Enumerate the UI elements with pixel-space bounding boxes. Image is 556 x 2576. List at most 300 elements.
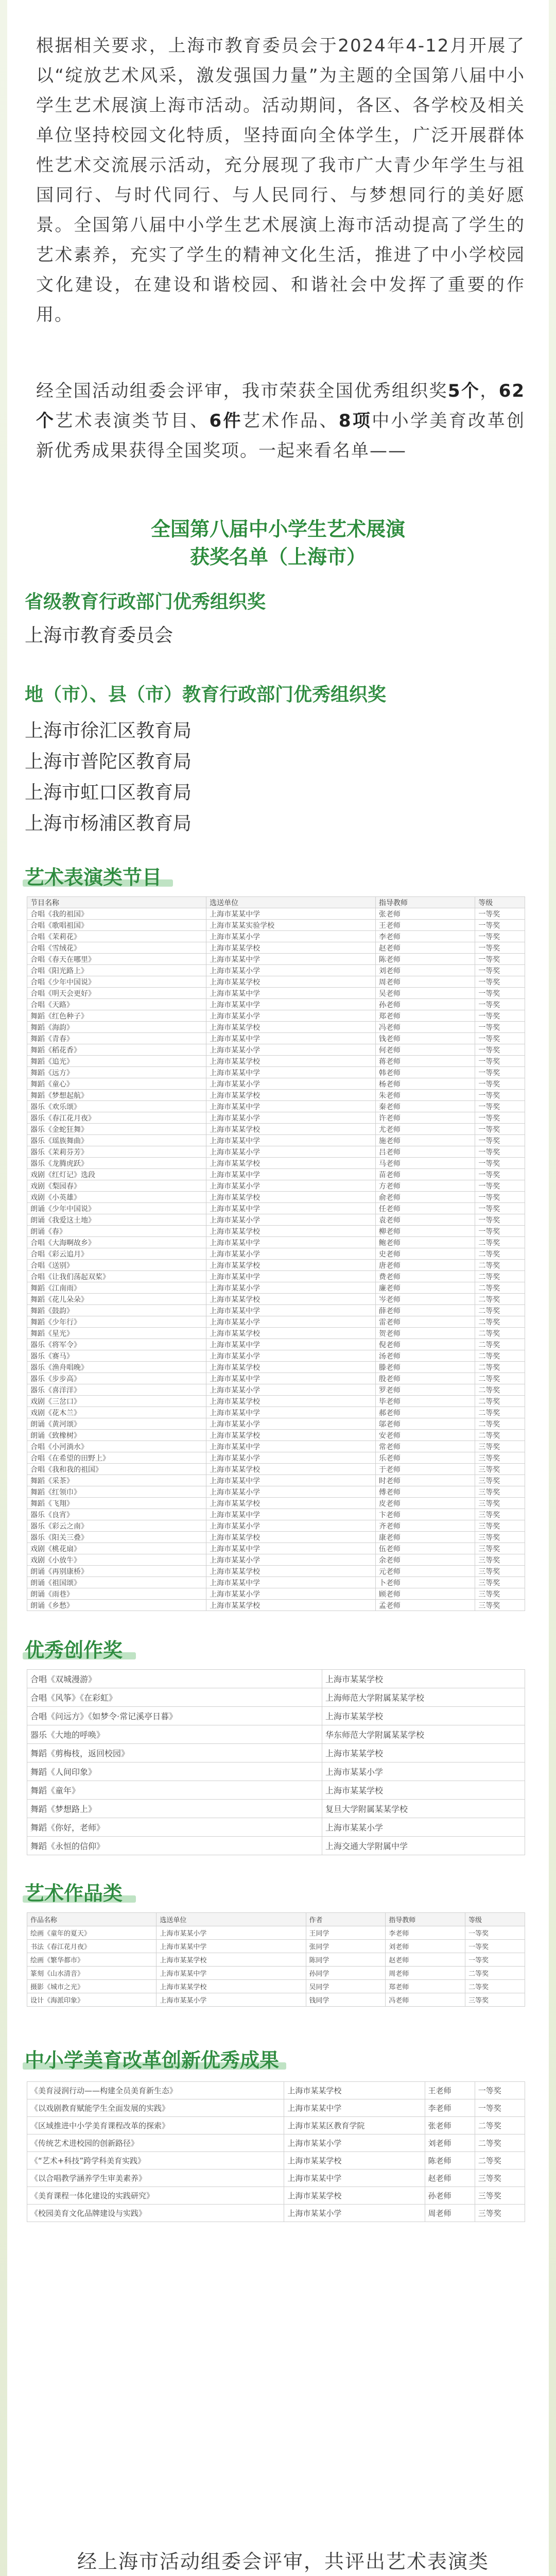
table-row (27, 1543, 525, 1554)
table-cell: 上海市某某学校 (206, 1430, 376, 1441)
table-cell: 三等奖 (475, 1577, 525, 1588)
table-cell: 上海市某某学校 (206, 976, 376, 988)
table-cell: 上海市某某小学 (206, 1078, 376, 1090)
table-cell: 舞蹈《追光》 (27, 1056, 206, 1067)
table-cell: 孙老师 (425, 2187, 475, 2205)
table-cell: 一等奖 (475, 1192, 525, 1203)
table-cell: 《校园美育文化品牌建设与实践》 (27, 2205, 284, 2222)
org-award-heading: 省级教育行政部门优秀组织奖 (25, 591, 266, 613)
table-cell: 器乐《彩云之南》 (27, 1520, 206, 1532)
table-row (27, 1967, 525, 1980)
table-cell: 三等奖 (475, 1464, 525, 1475)
table-cell: 上海市某某学校 (322, 1670, 525, 1688)
table-cell: 上海市某某学校 (206, 1396, 376, 1407)
table-cell: 上海交通大学附属中学 (322, 1837, 525, 1855)
table-cell: 上海市某某中学 (206, 1441, 376, 1452)
table-cell: 朗诵《乡愁》 (27, 1600, 206, 1611)
table-cell: 上海市某某小学 (206, 1112, 376, 1124)
table-row (27, 1532, 525, 1543)
table-cell: 合唱《大海啊故乡》 (27, 1237, 206, 1248)
table-cell: 三等奖 (475, 2187, 525, 2205)
table-cell: 上海市某某中学 (206, 988, 376, 999)
table-cell: 三等奖 (475, 1486, 525, 1498)
table-cell: 上海市某某学校 (322, 1707, 525, 1725)
table-cell: 三等奖 (475, 1452, 525, 1464)
table-cell: 摄影《城市之光》 (27, 1980, 157, 1993)
table-cell: 一等奖 (475, 965, 525, 976)
table-cell: 二等奖 (475, 1396, 525, 1407)
table-cell: 上海市某某学校 (206, 1498, 376, 1509)
table-row (27, 1418, 525, 1430)
table-row (27, 2134, 525, 2152)
table-cell: 周老师 (425, 2205, 475, 2222)
table-cell: 上海市某某小学 (322, 1762, 525, 1781)
table-row (27, 1384, 525, 1396)
table-cell: 余老师 (375, 1554, 475, 1566)
table-cell: 二等奖 (465, 1967, 525, 1980)
artworks-heading: 艺术作品类 (25, 1882, 123, 1905)
table-row (27, 931, 525, 942)
table-cell: 《美育课程一体化建设的实践研究》 (27, 2187, 284, 2205)
table-cell: 舞蹈《花儿朵朵》 (27, 1294, 206, 1305)
county-award-item: 上海市虹口区教育局 (25, 782, 192, 803)
table-row (27, 1124, 525, 1135)
table-cell: 上海市某某中学 (206, 1203, 376, 1214)
table-cell: 上海市某某中学 (157, 1940, 306, 1953)
table-cell: 器乐《茉莉芬芳》 (27, 1146, 206, 1158)
table-cell: 戏剧《小英雄》 (27, 1192, 206, 1203)
table-row (27, 1670, 525, 1688)
table-cell: 一等奖 (475, 1135, 525, 1146)
table-cell: 上海市某某学校 (206, 1464, 376, 1475)
table-cell: 上海市某某中学 (206, 1271, 376, 1282)
table-row (27, 942, 525, 954)
table-cell: 合唱《春天在哪里》 (27, 954, 206, 965)
table-row (27, 1953, 525, 1967)
table-cell: 上海市某某学校 (206, 1294, 376, 1305)
table-cell: 齐老师 (375, 1520, 475, 1532)
table-row (27, 2170, 525, 2187)
table-cell: 二等奖 (475, 2117, 525, 2134)
column-header: 作品名称 (27, 1913, 157, 1926)
table-cell: 罗老师 (375, 1384, 475, 1396)
table-cell: 冯老师 (375, 1022, 475, 1033)
table-row (27, 1430, 525, 1441)
table-cell: 上海市某某学校 (322, 1781, 525, 1800)
table-cell: 上海市某某学校 (206, 1600, 376, 1611)
column-header: 节目名称 (27, 897, 206, 908)
table-cell: 施老师 (375, 1135, 475, 1146)
table-row (27, 976, 525, 988)
table-cell: 合唱《送别》 (27, 1260, 206, 1271)
table-cell: 上海市某某学校 (206, 1362, 376, 1373)
table-cell: 舞蹈《采茶》 (27, 1475, 206, 1486)
reform-heading: 中小学美育改革创新优秀成果 (25, 2049, 280, 2072)
table-cell: 三等奖 (475, 1441, 525, 1452)
table-cell: 王同学 (306, 1926, 386, 1940)
column-header: 选送单位 (157, 1913, 306, 1926)
table-cell: 合唱《我的祖国》 (27, 908, 206, 920)
table-cell: 上海市某某中学 (206, 1135, 376, 1146)
table-cell: 三等奖 (475, 1554, 525, 1566)
table-cell: 器乐《将军令》 (27, 1339, 206, 1350)
table-cell: 器乐《大地的呼唤》 (27, 1725, 322, 1744)
table-cell: 上海市某某学校 (322, 1744, 525, 1762)
table-cell: 汤老师 (375, 1350, 475, 1362)
table-cell: 冯老师 (386, 1993, 465, 2007)
table-row (27, 1237, 525, 1248)
table-cell: 上海市某某学校 (206, 1090, 376, 1101)
table-cell: 一等奖 (475, 1078, 525, 1090)
performance-table (27, 896, 525, 1611)
table-row (27, 988, 525, 999)
table-cell: 三等奖 (475, 1475, 525, 1486)
table-cell: 舞蹈《剪梅枝，返回校园》 (27, 1744, 322, 1762)
table-cell: 上海市某某中学 (206, 1543, 376, 1554)
table-cell: 舞蹈《飞翔》 (27, 1498, 206, 1509)
table-cell: 上海市某某中学 (284, 2170, 425, 2187)
table-cell: 上海市某某学校 (206, 1056, 376, 1067)
table-cell: 上海市某某中学 (206, 1577, 376, 1588)
table-cell: 二等奖 (475, 1362, 525, 1373)
table-cell: 合唱《天路》 (27, 999, 206, 1010)
table-cell: 上海市某某学校 (284, 2152, 425, 2170)
table-cell: 合唱《双城漫游》 (27, 1670, 322, 1688)
table-cell: 舞蹈《童年》 (27, 1781, 322, 1800)
table-cell: 一等奖 (465, 1953, 525, 1967)
table-cell: 上海市某某学校 (206, 1158, 376, 1169)
table-cell: 顾老师 (375, 1588, 475, 1600)
table-row (27, 1926, 525, 1940)
table-row (27, 1135, 525, 1146)
table-cell: 一等奖 (475, 1033, 525, 1044)
table-cell: 上海市某某学校 (284, 2187, 425, 2205)
table-cell: 一等奖 (475, 1112, 525, 1124)
table-cell: 吴同学 (306, 1980, 386, 1993)
table-cell: 一等奖 (475, 1158, 525, 1169)
left-decor-strip (0, 0, 7, 2576)
table-cell: 二等奖 (475, 1260, 525, 1271)
table-cell: 二等奖 (475, 1237, 525, 1248)
table-cell: 王老师 (375, 920, 475, 931)
table-cell: 三等奖 (475, 1498, 525, 1509)
reform-table (27, 2081, 525, 2222)
table-cell: 上海市某某中学 (206, 1373, 376, 1384)
table-cell: 上海市某某实验学校 (206, 920, 376, 931)
table-cell: 《“艺术+科技”跨学科美育实践》 (27, 2152, 284, 2170)
table-cell: 一等奖 (475, 988, 525, 999)
table-cell: 器乐《金蛇狂舞》 (27, 1124, 206, 1135)
table-cell: 合唱《让我们荡起双桨》 (27, 1271, 206, 1282)
table-cell: 一等奖 (475, 1180, 525, 1192)
table-cell: 二等奖 (475, 1282, 525, 1294)
table-row (27, 1180, 525, 1192)
creation-heading: 优秀创作奖 (25, 1639, 123, 1662)
table-cell: 书法《春江花月夜》 (27, 1940, 157, 1953)
table-cell: 朗诵《春》 (27, 1226, 206, 1237)
table-cell: 戏剧《桃花扇》 (27, 1543, 206, 1554)
table-cell: 李老师 (375, 931, 475, 942)
table-cell: 陈同学 (306, 1953, 386, 1967)
table-cell: 二等奖 (475, 1328, 525, 1339)
table-cell: 合唱《问远方》《如梦令·常记溪亭日暮》 (27, 1707, 322, 1725)
table-cell: 舞蹈《红领巾》 (27, 1486, 206, 1498)
table-cell: 器乐《龙腾虎跃》 (27, 1158, 206, 1169)
table-cell: 戏剧《梨园春》 (27, 1180, 206, 1192)
org-award-item: 上海市教育委员会 (25, 625, 173, 646)
table-cell: 倪老师 (375, 1339, 475, 1350)
table-cell: 戏剧《小放牛》 (27, 1554, 206, 1566)
table-cell: 三等奖 (475, 2205, 525, 2222)
table-cell: 袁老师 (375, 1214, 475, 1226)
county-award-item: 上海市徐汇区教育局 (25, 720, 192, 741)
county-award-item: 上海市杨浦区教育局 (25, 813, 192, 834)
table-cell: 张同学 (306, 1940, 386, 1953)
table-cell: 一等奖 (475, 1067, 525, 1078)
table-row (27, 1101, 525, 1112)
table-cell: 赵老师 (375, 942, 475, 954)
table-cell: 贺老师 (375, 1328, 475, 1339)
table-cell: 一等奖 (475, 1010, 525, 1022)
table-cell: 常老师 (375, 1441, 475, 1452)
table-row (27, 1078, 525, 1090)
table-cell: 合唱《在希望的田野上》 (27, 1452, 206, 1464)
table-cell: 二等奖 (475, 1418, 525, 1430)
table-row (27, 1214, 525, 1226)
column-header: 作者 (306, 1913, 386, 1926)
table-row (27, 1010, 525, 1022)
table-cell: 上海师范大学附属某某学校 (322, 1688, 525, 1707)
table-cell: 许老师 (375, 1112, 475, 1124)
table-row (27, 1725, 525, 1744)
table-row (27, 1294, 525, 1305)
table-row (27, 1837, 525, 1855)
table-cell: 朗诵《我爱这土地》 (27, 1214, 206, 1226)
table-cell: 费老师 (375, 1271, 475, 1282)
table-cell: 上海市某某学校 (206, 1192, 376, 1203)
table-cell: 上海市某某中学 (206, 954, 376, 965)
table-row (27, 1373, 525, 1384)
table-cell: 上海市某某小学 (206, 1010, 376, 1022)
table-cell: 卞老师 (375, 1509, 475, 1520)
table-cell: 上海市某某中学 (206, 908, 376, 920)
table-row (27, 1762, 525, 1781)
table-cell: 一等奖 (475, 999, 525, 1010)
table-row (27, 1158, 525, 1169)
artworks-table (27, 1912, 525, 2007)
table-cell: 《以合唱教学涵养学生审美素养》 (27, 2170, 284, 2187)
table-cell: 绘画《童年的夏天》 (27, 1926, 157, 1940)
column-header: 等级 (465, 1913, 525, 1926)
table-cell: 周老师 (386, 1967, 465, 1980)
table-cell: 一等奖 (475, 976, 525, 988)
table-cell: 孙同学 (306, 1967, 386, 1980)
table-cell: 时老师 (375, 1475, 475, 1486)
table-cell: 设计《海派印象》 (27, 1993, 157, 2007)
table-cell: 孟老师 (375, 1600, 475, 1611)
table-cell: 一等奖 (475, 1146, 525, 1158)
table-row (27, 1980, 525, 1993)
table-cell: 一等奖 (475, 1056, 525, 1067)
table-cell: 上海市某某学校 (206, 942, 376, 954)
table-cell: 器乐《欢乐颂》 (27, 1101, 206, 1112)
table-cell: 郑老师 (375, 1010, 475, 1022)
table-cell: 《传统艺术进校园的创新路径》 (27, 2134, 284, 2152)
table-cell: 戏剧《花木兰》 (27, 1407, 206, 1418)
table-row (27, 1486, 525, 1498)
table-cell: 上海市某某小学 (157, 1926, 306, 1940)
table-cell: 李老师 (386, 1926, 465, 1940)
table-cell: 一等奖 (475, 931, 525, 942)
table-cell: 邬老师 (375, 1418, 475, 1430)
table-row (27, 2117, 525, 2134)
table-cell: 舞蹈《红色种子》 (27, 1010, 206, 1022)
table-cell: 舞蹈《梦想路上》 (27, 1800, 322, 1818)
table-cell: 上海市某某学校 (157, 1953, 306, 1967)
table-cell: 器乐《喜洋洋》 (27, 1384, 206, 1396)
table-cell: 二等奖 (475, 1407, 525, 1418)
table-row (27, 908, 525, 920)
table-cell: 上海市某某小学 (322, 1818, 525, 1837)
intro-paragraph: 根据相关要求，上海市教育委员会于2024年4-12月开展了以“绽放艺术风采，激发强国力量”为主题的全国第八届中小学生艺术展演上海市活动。活动期间，各区、各学校及相关单位坚持校园文化特质，坚持面向全体学生，广泛开展群体性艺术交流展示活动，充分展现了我市广大青少年学生与祖国同行、与时代同行、与人民同行、与梦想同行的美好愿景。全国第八届中小学生艺术展演上海市活动提高了学生的艺术素养，充实了学生的精神文化生活，推进了中小学校园文化建设，在建设和谐校园、和谐社会中发挥了重要的作用。 (36, 36, 525, 325)
table-cell: 俞老师 (375, 1192, 475, 1203)
table-cell: 一等奖 (475, 920, 525, 931)
table-row (27, 1441, 525, 1452)
table-cell: 薛老师 (375, 1305, 475, 1316)
table-cell: 上海市某某小学 (284, 2134, 425, 2152)
table-cell: 上海市某某中学 (206, 1237, 376, 1248)
table-cell: 刘老师 (386, 1940, 465, 1953)
table-cell: 上海市某某学校 (206, 1260, 376, 1271)
performance-heading: 艺术表演类节目 (25, 866, 162, 889)
table-row (27, 1818, 525, 1837)
table-row (27, 1707, 525, 1725)
table-cell: 合唱《明天会更好》 (27, 988, 206, 999)
table-cell: 二等奖 (475, 1373, 525, 1384)
table-cell: 上海市某某中学 (206, 1033, 376, 1044)
table-cell: 绘画《繁华都市》 (27, 1953, 157, 1967)
table-cell: 一等奖 (475, 1169, 525, 1180)
table-cell: 赵老师 (425, 2170, 475, 2187)
table-cell: 秦老师 (375, 1101, 475, 1112)
table-cell: 一等奖 (475, 2082, 525, 2099)
table-row (27, 1260, 525, 1271)
table-cell: 上海市某某学校 (206, 1566, 376, 1577)
table-cell: 二等奖 (475, 2152, 525, 2170)
table-cell: 乐老师 (375, 1452, 475, 1464)
table-cell: 朗诵《黄河颂》 (27, 1418, 206, 1430)
table-cell: 合唱《少年中国说》 (27, 976, 206, 988)
table-cell: 上海市某某小学 (206, 1452, 376, 1464)
table-cell: 三等奖 (475, 2170, 525, 2187)
table-cell: 三等奖 (475, 1520, 525, 1532)
table-cell: 上海市某某中学 (157, 1967, 306, 1980)
table-row (27, 1940, 525, 1953)
right-decor-strip (549, 0, 556, 2576)
table-row (27, 1744, 525, 1762)
table-cell: 上海市某某小学 (206, 1520, 376, 1532)
table-cell: 舞蹈《梦想起航》 (27, 1090, 206, 1101)
table-cell: 上海市某某小学 (206, 1180, 376, 1192)
table-cell: 器乐《瑶族舞曲》 (27, 1135, 206, 1146)
table-cell: 舞蹈《青春》 (27, 1033, 206, 1044)
table-cell: 器乐《春江花月夜》 (27, 1112, 206, 1124)
table-row (27, 2099, 525, 2117)
table-cell: 三等奖 (475, 1509, 525, 1520)
table-cell: 二等奖 (475, 1294, 525, 1305)
table-cell: 《美育浸润行动——构建全员美育新生态》 (27, 2082, 284, 2099)
table-row (27, 1464, 525, 1475)
table-cell: 方老师 (375, 1180, 475, 1192)
column-header: 指导教师 (386, 1913, 465, 1926)
summary-paragraph: 经全国活动组委会评审，我市荣获全国优秀组织奖5个，62个艺术表演类节目、6件艺术作品、8项中小学美育改革创新优秀成果获得全国奖项。一起来看名单—— (36, 381, 526, 461)
table-cell: 上海市某某小学 (206, 1248, 376, 1260)
table-cell: 一等奖 (475, 1022, 525, 1033)
table-cell: 二等奖 (475, 1305, 525, 1316)
table-cell: 尤老师 (375, 1124, 475, 1135)
table-row (27, 954, 525, 965)
table-cell: 雷老师 (375, 1316, 475, 1328)
table-cell: 张老师 (425, 2117, 475, 2134)
table-cell: 韩老师 (375, 1067, 475, 1078)
table-row (27, 2082, 525, 2099)
table-row (27, 1566, 525, 1577)
table-cell: 舞蹈《童心》 (27, 1078, 206, 1090)
table-cell: 赵老师 (386, 1953, 465, 1967)
table-cell: 王老师 (425, 2082, 475, 2099)
table-cell: 马老师 (375, 1158, 475, 1169)
table-row (27, 1498, 525, 1509)
table-cell: 舞蹈《星光》 (27, 1328, 206, 1339)
table-cell: 三等奖 (475, 1543, 525, 1554)
table-cell: 《以戏剧教育赋能学生全面发展的实践》 (27, 2099, 284, 2117)
table-cell: 上海市某某中学 (206, 1305, 376, 1316)
table-cell: 上海市某某小学 (206, 1554, 376, 1566)
table-row (27, 1800, 525, 1818)
table-row (27, 1112, 525, 1124)
table-cell: 三等奖 (465, 1993, 525, 2007)
table-cell: 一等奖 (475, 954, 525, 965)
table-cell: 合唱《阳光路上》 (27, 965, 206, 976)
table-row (27, 1509, 525, 1520)
table-row (27, 1362, 525, 1373)
table-cell: 傅老师 (375, 1486, 475, 1498)
table-cell: 一等奖 (475, 1203, 525, 1214)
table-cell: 朗诵《少年中国说》 (27, 1203, 206, 1214)
table-row (27, 999, 525, 1010)
table-cell: 舞蹈《鼓韵》 (27, 1305, 206, 1316)
table-cell: 上海市某某小学 (206, 931, 376, 942)
table-row (27, 1248, 525, 1260)
table-cell: 吕老师 (375, 1146, 475, 1158)
table-cell: 三等奖 (475, 1566, 525, 1577)
table-cell: 上海市某某学校 (206, 1532, 376, 1543)
table-cell: 二等奖 (475, 1248, 525, 1260)
table-cell: 安老师 (375, 1430, 475, 1441)
table-cell: 上海市某某学校 (157, 1980, 306, 1993)
table-cell: 器乐《阳关三叠》 (27, 1532, 206, 1543)
table-cell: 二等奖 (465, 1980, 525, 1993)
table-cell: 上海市某某小学 (206, 1418, 376, 1430)
table-cell: 三等奖 (475, 1588, 525, 1600)
table-cell: 朗诵《致橡树》 (27, 1430, 206, 1441)
table-cell: 岑老师 (375, 1294, 475, 1305)
table-cell: 上海市某某小学 (206, 1146, 376, 1158)
list-title: 全国第八届中小学生艺术展演获奖名单（上海市） (150, 518, 405, 568)
table-cell: 吴老师 (375, 988, 475, 999)
table-cell: 二等奖 (475, 1271, 525, 1282)
table-cell: 合唱《歌唱祖国》 (27, 920, 206, 931)
